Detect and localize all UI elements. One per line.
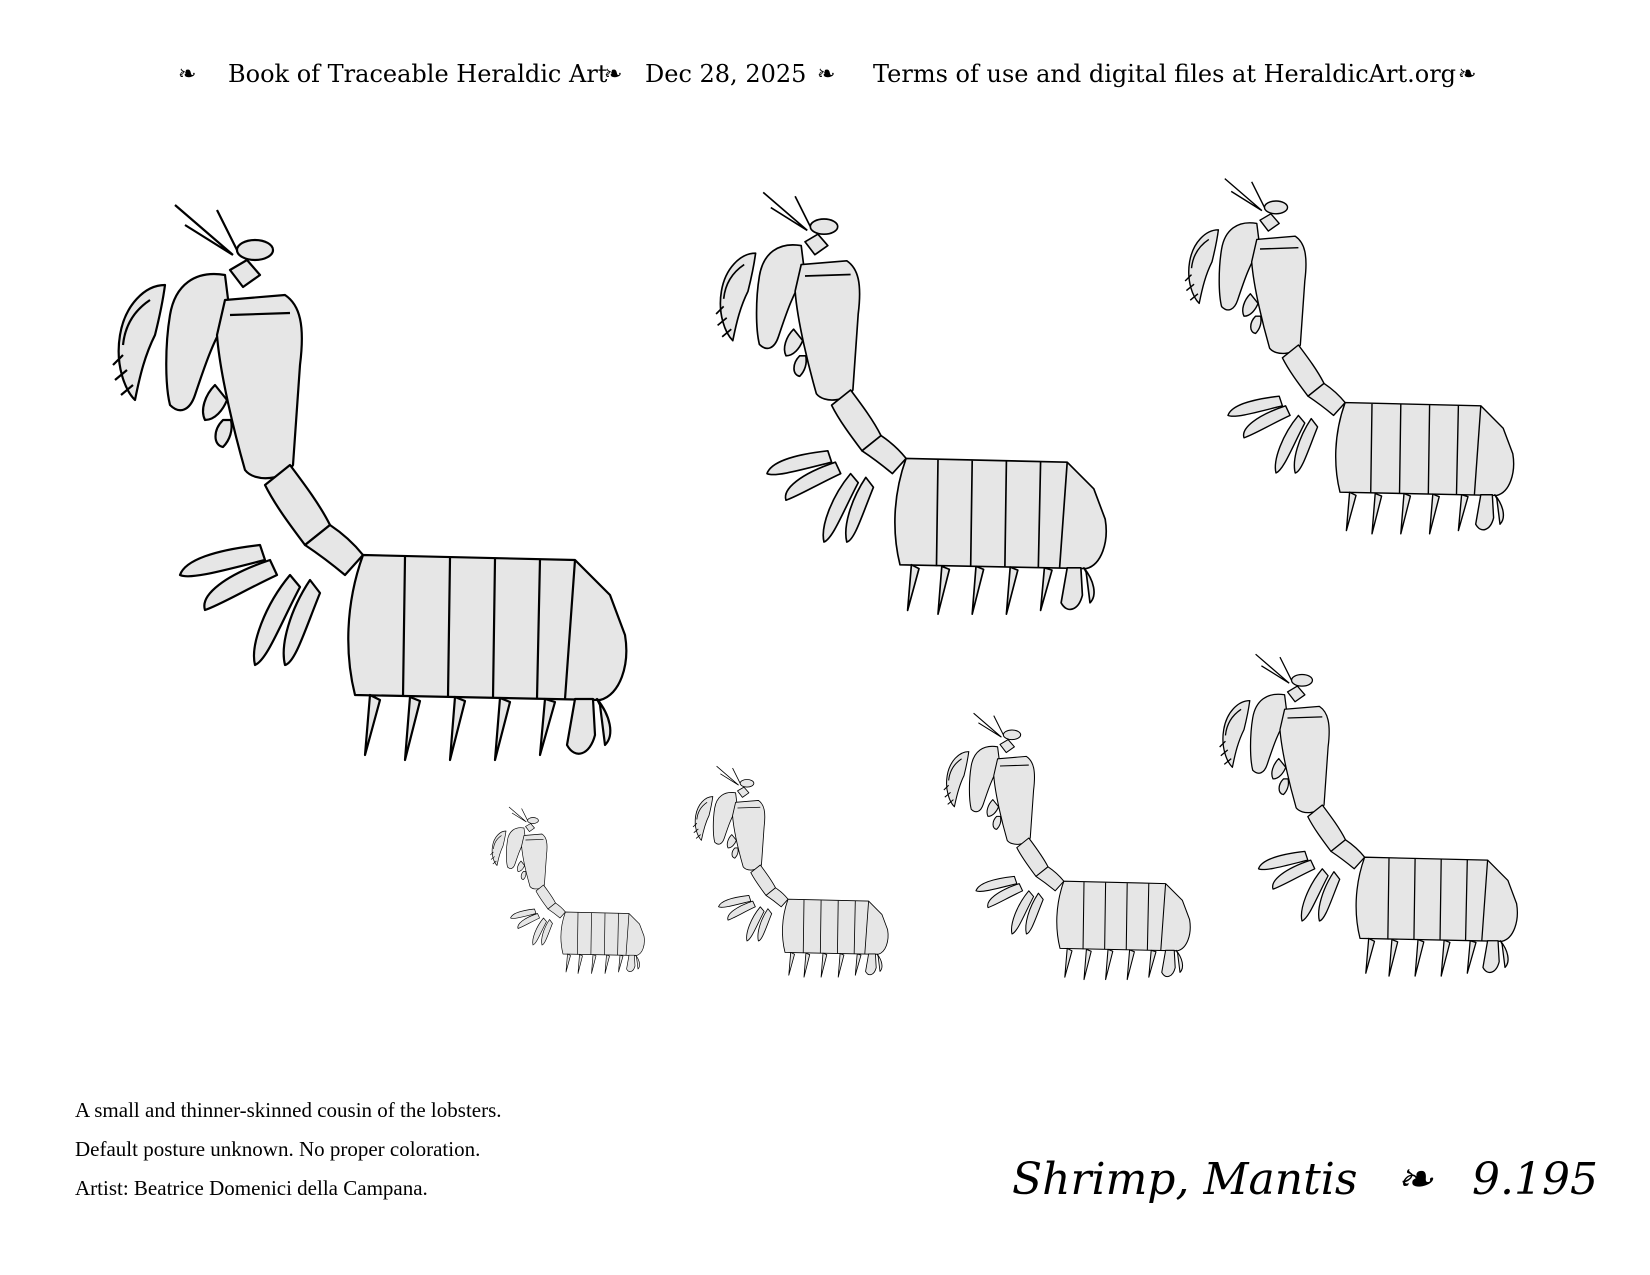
leaf-ornament-icon: ❧ xyxy=(604,62,623,87)
publication-date: Dec 28, 2025 xyxy=(645,60,807,88)
book-title: Book of Traceable Heraldic Art xyxy=(228,60,608,88)
leaf-ornament-icon: ❧ xyxy=(178,62,197,87)
description-block xyxy=(75,1091,502,1208)
mantis-shrimp-small-2 xyxy=(693,766,888,977)
mantis-shrimp-small-3 xyxy=(490,807,644,974)
leaf-ornament-icon: ❧ xyxy=(1396,1154,1433,1205)
mantis-shrimp-small-1 xyxy=(944,713,1190,979)
mantis-shrimp-large xyxy=(113,205,626,760)
description-line-1: A small and thinner-skinned cousin of the lobsters. xyxy=(75,1098,502,1122)
leaf-ornament-icon: ❧ xyxy=(817,62,836,87)
charge-name: Shrimp, Mantis xyxy=(1012,1154,1358,1205)
mantis-shrimp-medium-3 xyxy=(1220,654,1518,976)
artist-credit: Artist: Beatrice Domenici della Campana. xyxy=(75,1176,428,1200)
terms-of-use-text: Terms of use and digital files at HeraldicArt.org xyxy=(873,60,1457,88)
mantis-shrimp-medium-2 xyxy=(1185,179,1513,534)
leaf-ornament-icon: ❧ xyxy=(1458,62,1477,87)
description-line-2: Default posture unknown. No proper coloration. xyxy=(75,1137,481,1161)
plate-number: 9.195 xyxy=(1472,1154,1598,1205)
mantis-shrimp-medium-1 xyxy=(716,192,1106,614)
